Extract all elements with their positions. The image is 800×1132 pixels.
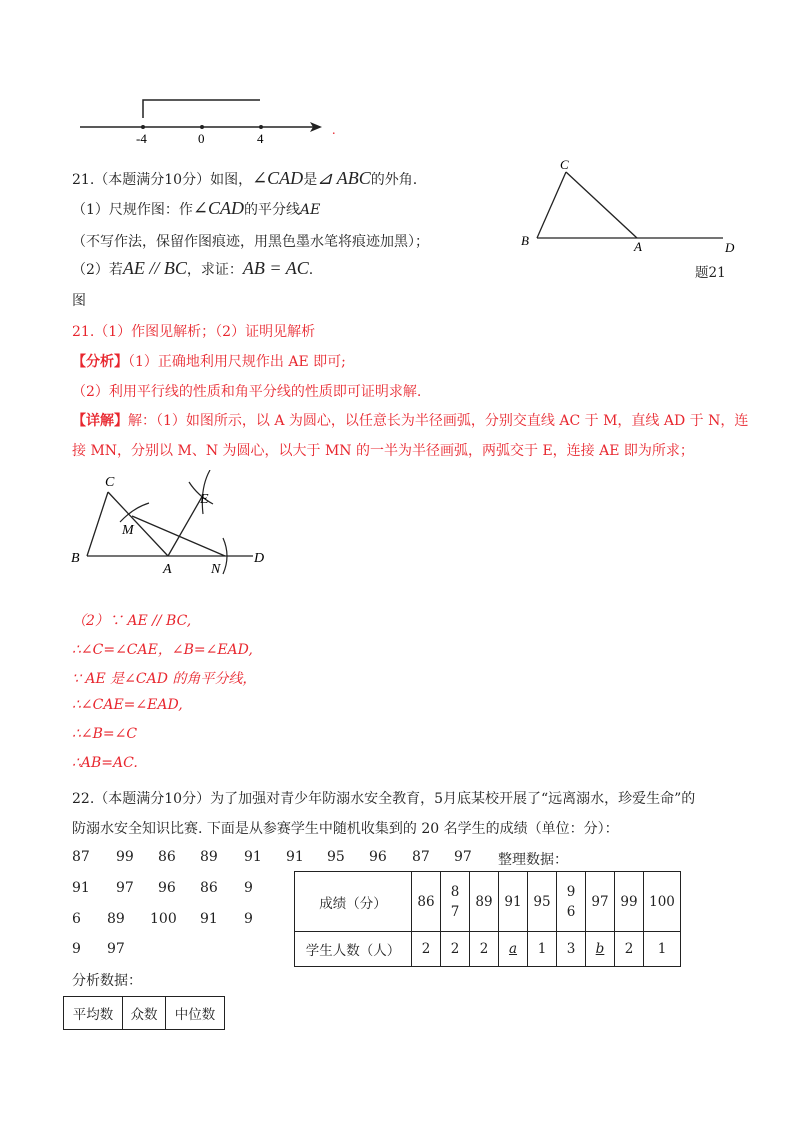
- count-cell: 1: [528, 932, 557, 967]
- table-row: [295, 932, 681, 967]
- label-d: D: [254, 551, 265, 566]
- side-ca: [566, 172, 637, 238]
- blank-b: b: [595, 941, 605, 957]
- score-value: 86: [158, 849, 176, 865]
- q21-part2-tail: .: [308, 262, 314, 278]
- table-row: [295, 872, 681, 932]
- vertex-label-c: C: [560, 157, 569, 172]
- q21-figure-caption-tail: 图: [72, 293, 86, 309]
- score-value: 9: [244, 911, 253, 927]
- score-value: 87: [72, 849, 90, 865]
- count-cell: 3: [557, 932, 586, 967]
- a21-detail1: [72, 410, 748, 430]
- score-value: 97: [116, 880, 134, 896]
- tick-label: -4: [136, 131, 147, 146]
- q21-triangle-figure: [515, 155, 750, 260]
- q22-line2: 防溺水安全知识比赛. 下面是从参赛学生中随机收集到的 20 名学生的成绩（单位：分）：: [72, 821, 619, 837]
- q21-note: （不写作法，保留作图痕迹，用黑色墨水笔将痕迹加黑）；: [72, 234, 429, 250]
- label-e: E: [200, 492, 209, 507]
- a21-construction-figure: [65, 470, 280, 585]
- score-value: 91: [244, 849, 262, 865]
- score-cell: 100: [644, 872, 681, 932]
- q21-part2-prefix: （2）若: [72, 262, 123, 278]
- q21-part2-parallel: AE // BC: [122, 258, 187, 278]
- a21-analysis1: [72, 351, 346, 371]
- analysis-header: 平均数: [64, 997, 123, 1030]
- analysis-header: 中位数: [166, 997, 225, 1030]
- tick-dot: [259, 125, 263, 129]
- analysis-label: 分析数据：: [72, 973, 142, 989]
- frequency-table: [294, 871, 681, 967]
- score-value: 99: [116, 849, 134, 865]
- analysis-tag: 【分析】: [72, 354, 128, 370]
- detail-line1: 解：（1）如图所示，以 A 为圆心，以任意长为半径画弧，分别交直线 AC 于 M，直线 AD 于 N，连: [128, 413, 749, 429]
- score-value: 86: [200, 880, 218, 896]
- score-value: 89: [107, 911, 125, 927]
- score-value: 91: [200, 911, 218, 927]
- side-bc: [87, 492, 108, 556]
- label-m: M: [122, 523, 134, 538]
- score-value: 6: [72, 911, 81, 927]
- score-value: 95: [327, 849, 345, 865]
- score-cell: 89: [470, 872, 499, 932]
- score-value: 91: [72, 880, 90, 896]
- count-cell: 2: [441, 932, 470, 967]
- analysis-table: [63, 996, 225, 1030]
- organize-label: 整理数据：: [498, 852, 568, 868]
- proof-line: ∴∠B=∠C: [72, 726, 138, 742]
- proof-line: （2）∵ AE // BC,: [72, 613, 192, 629]
- side-bc: [537, 172, 566, 238]
- q21-part1-angle: ∠CAD: [192, 198, 245, 218]
- trail-dot: .: [332, 123, 336, 138]
- q21-header-text: 21.（本题满分10分）如图，: [72, 172, 253, 188]
- score-value: 9: [244, 880, 253, 896]
- score-cell: 95: [528, 872, 557, 932]
- bisector-ae: [168, 495, 203, 556]
- q21-header-tail: 的外角.: [370, 172, 418, 188]
- q21-part1-prefix: （1）尺规作图：作: [72, 202, 193, 218]
- score-cell: 9 6: [557, 872, 586, 932]
- score-value: 96: [369, 849, 387, 865]
- proof-line: ∴∠C=∠CAE，∠B=∠EAD,: [72, 642, 253, 658]
- proof-line: ∴∠CAE=∠EAD,: [72, 697, 183, 713]
- score-value: 96: [158, 880, 176, 896]
- q21-header: [72, 168, 417, 189]
- q21-triangle-abc: ⊿ ABC: [317, 168, 371, 188]
- q21-part1-ae: AE: [300, 202, 321, 218]
- label-a: A: [163, 562, 172, 577]
- proof-line: ∵ AE 是∠CAD 的角平分线，: [72, 671, 257, 687]
- label-b: B: [71, 551, 80, 566]
- score-value: 100: [150, 911, 177, 927]
- side-ca: [108, 492, 168, 556]
- tick-dot: [141, 125, 145, 129]
- detail-tag: 【详解】: [72, 413, 128, 429]
- q21-part2: [72, 258, 313, 279]
- count-cell: 1: [644, 932, 681, 967]
- segment-mn: [132, 516, 225, 556]
- count-cell-blank-b: [586, 932, 615, 967]
- score-value: 97: [454, 849, 472, 865]
- count-cell: 2: [615, 932, 644, 967]
- score-value: 9: [72, 941, 81, 957]
- analysis-line1: （1）正确地利用尺规作出 AE 即可;: [128, 354, 346, 370]
- score-value: 89: [200, 849, 218, 865]
- score-value: 91: [286, 849, 304, 865]
- q21-part1-mid: 的平分线: [244, 202, 301, 218]
- blank-a: a: [508, 941, 518, 957]
- solution-bracket: [143, 100, 260, 118]
- a21-result: 21.（1）作图见解析；（2）证明见解析: [72, 324, 316, 340]
- score-cell: 86: [412, 872, 441, 932]
- a21-detail2: 接 MN，分别以 M、N 为圆心，以大于 MN 的一半为半径画弧，两弧交于 E，连接 AE 即为所求；: [72, 443, 694, 459]
- a21-analysis2: （2）利用平行线的性质和角平分线的性质即可证明求解.: [72, 384, 422, 400]
- q22-line1: 22.（本题满分10分）为了加强对青少年防溺水安全教育，5月底某校开展了“远离溺水，珍爱生命”的: [72, 791, 696, 807]
- q21-part2-goal: AB = AC: [242, 258, 309, 278]
- table-header-cell: 学生人数（人）: [295, 932, 412, 967]
- tick-dot: [200, 125, 204, 129]
- count-cell-blank-a: [499, 932, 528, 967]
- score-cell: 91: [499, 872, 528, 932]
- table-header-cell: 成绩（分）: [295, 872, 412, 932]
- tick-label: 0: [198, 131, 205, 146]
- count-cell: 2: [470, 932, 499, 967]
- tick-label: 4: [257, 131, 264, 146]
- analysis-header: 众数: [123, 997, 166, 1030]
- vertex-label-b: B: [521, 233, 529, 248]
- label-c: C: [105, 475, 115, 490]
- proof-line: ∴AB=AC.: [72, 755, 138, 771]
- table-row: [64, 997, 225, 1030]
- label-n: N: [211, 562, 221, 577]
- point-label-d: D: [725, 240, 735, 255]
- score-cell: 97: [586, 872, 615, 932]
- arc-m: [120, 503, 149, 522]
- score-cell: 8 7: [441, 872, 470, 932]
- score-value: 97: [107, 941, 125, 957]
- score-value: 87: [412, 849, 430, 865]
- q21-part2-mid: ，求证：: [186, 262, 243, 278]
- number-line-figure: [70, 90, 350, 150]
- vertex-label-a: A: [634, 239, 642, 254]
- q21-figure-caption: 题21: [695, 265, 726, 281]
- q21-header-mid: 是: [303, 172, 318, 188]
- score-cell: 99: [615, 872, 644, 932]
- q21-angle-cad: ∠CAD: [252, 168, 304, 188]
- count-cell: 2: [412, 932, 441, 967]
- q21-part1: [72, 198, 320, 219]
